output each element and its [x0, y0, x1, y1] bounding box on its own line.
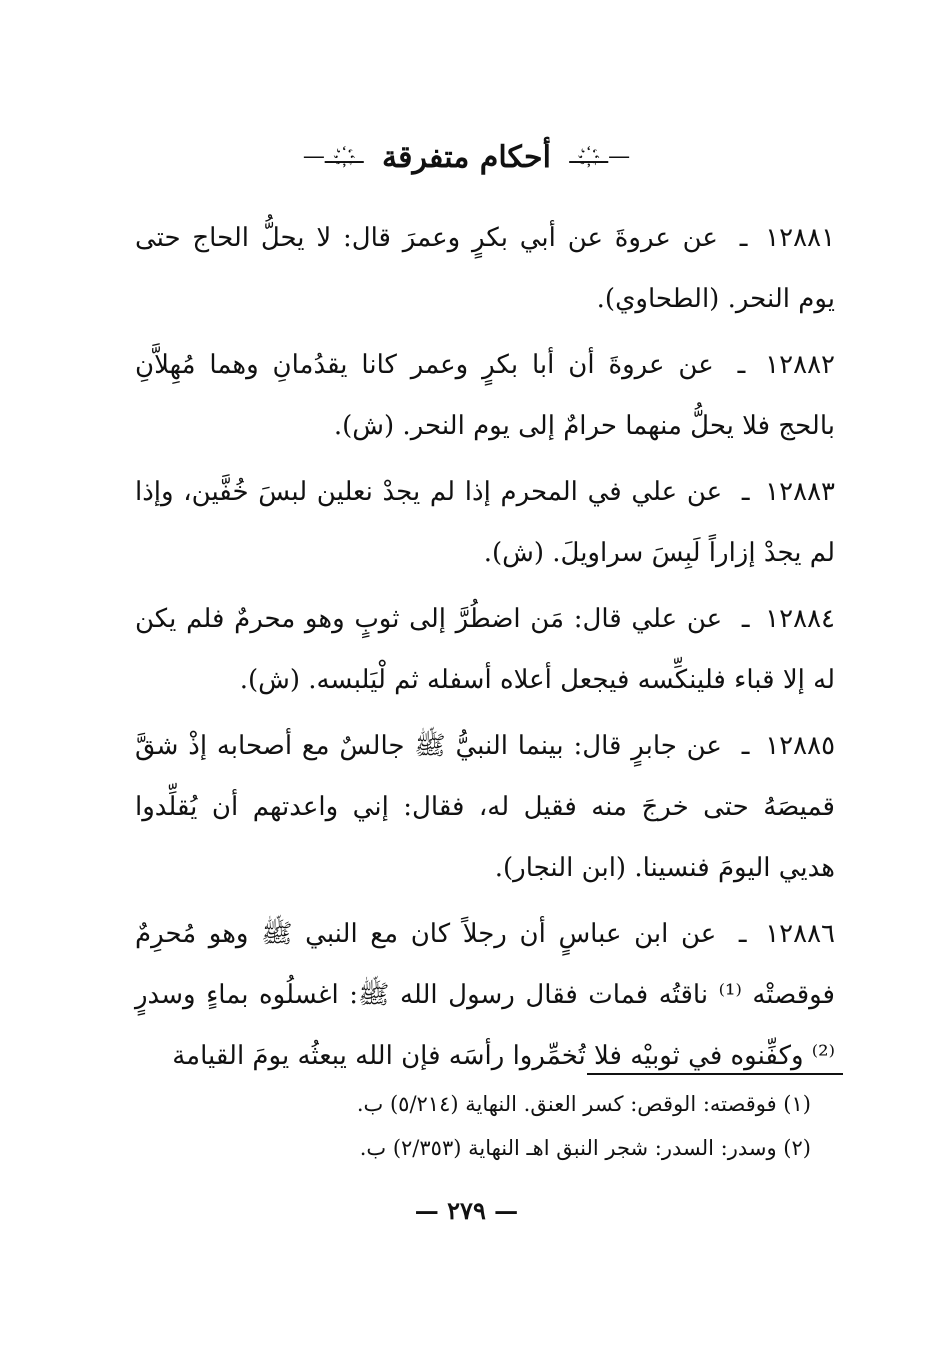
- hadith-text: عن عروةَ عن أبي بكرٍ وعمرَ قال: لا يحلُّ الحاج حتى يوم النحر. (الطحاوي).: [135, 223, 835, 314]
- page-number: — ٢٧٩ —: [414, 1196, 519, 1225]
- section-header: [0, 140, 933, 175]
- hadith-number: ١٢٨٨٥: [765, 731, 836, 761]
- hadith-text: عن علي في المحرم إذا لم يجدْ نعلين لبسَ خُفَّين، وإذا لم يجدْ إزاراً لَبِسَ سراويلَ. (ش).: [135, 477, 835, 568]
- footnote: (١) فوقصته: الوقص: كسر العنق. النهاية (٥/٢١٤) ب.: [356, 1092, 811, 1116]
- section-title: أحكام متفرقة: [382, 140, 551, 175]
- hadith-separator: ـ: [741, 731, 750, 761]
- hadith-entry: [135, 716, 835, 899]
- ornament-icon: ـــ҉ـــ—: [302, 144, 364, 169]
- footnote: (٢) وسدر: السدر: شجر النبق اهـ النهاية (٢/٣٥٣) ب.: [359, 1136, 811, 1160]
- hadith-separator: ـ: [737, 350, 746, 380]
- hadith-entry: [135, 904, 835, 1087]
- hadith-number: ١٢٨٨١: [765, 223, 836, 253]
- hadith-number: ١٢٨٨٣: [765, 477, 835, 507]
- hadith-number: ١٢٨٨٤: [765, 604, 835, 634]
- hadith-entry: [135, 208, 835, 330]
- footnotes: [161, 1082, 811, 1170]
- hadith-separator: ـ: [741, 604, 750, 634]
- hadith-separator: ـ: [741, 477, 750, 507]
- ornament-icon: —ـــ҉ـــ: [569, 144, 631, 169]
- hadith-entry: [135, 589, 835, 711]
- footnote-divider: [587, 1073, 843, 1075]
- hadith-text: عن علي قال: مَن اضطُرَّ إلى ثوبٍ وهو محرمٌ فلم يكن له إلا قباء فلينكِّسه فيجعل أعلاه أسفله ثم لْيَلبسه. (ش).: [135, 604, 835, 695]
- hadith-list: [135, 208, 835, 1092]
- hadith-separator: ـ: [739, 223, 748, 253]
- hadith-entry: [135, 462, 835, 584]
- hadith-number: ١٢٨٨٢: [765, 350, 835, 380]
- hadith-text: عن جابرٍ قال: بينما النبيُّ ﷺ جالسٌ مع أصحابه إذْ شقَّ قميصَهُ حتى خرجَ منه فقيل له، فقال: إني واعدتهم أن يُقلِّدوا هديي اليومَ فنسينا. (ابن النجار).: [135, 731, 835, 883]
- hadith-text: عن ابن عباسٍ أن رجلاً كان مع النبي ﷺ وهو مُحرِمٌ فوقصتْه ⁽¹⁾ ناقتُه فمات فقال رسول الله ﷺ: اغسلُوه بماءٍ وسدرٍ ⁽²⁾ وكفِّنوه في ثوبيْه فلا تُخمِّروا رأسَه فإن الله يبعثُه يومَ القيامة: [135, 919, 835, 1071]
- hadith-separator: ـ: [738, 919, 747, 949]
- hadith-text: عن عروةَ أن أبا بكرٍ وعمر كانا يقدُمانِ وهما مُهِلاَّنِ بالحج فلا يحلُّ منهما حرامٌ إلى يوم النحر. (ش).: [135, 350, 835, 441]
- hadith-entry: [135, 335, 835, 457]
- hadith-number: ١٢٨٨٦: [765, 919, 836, 949]
